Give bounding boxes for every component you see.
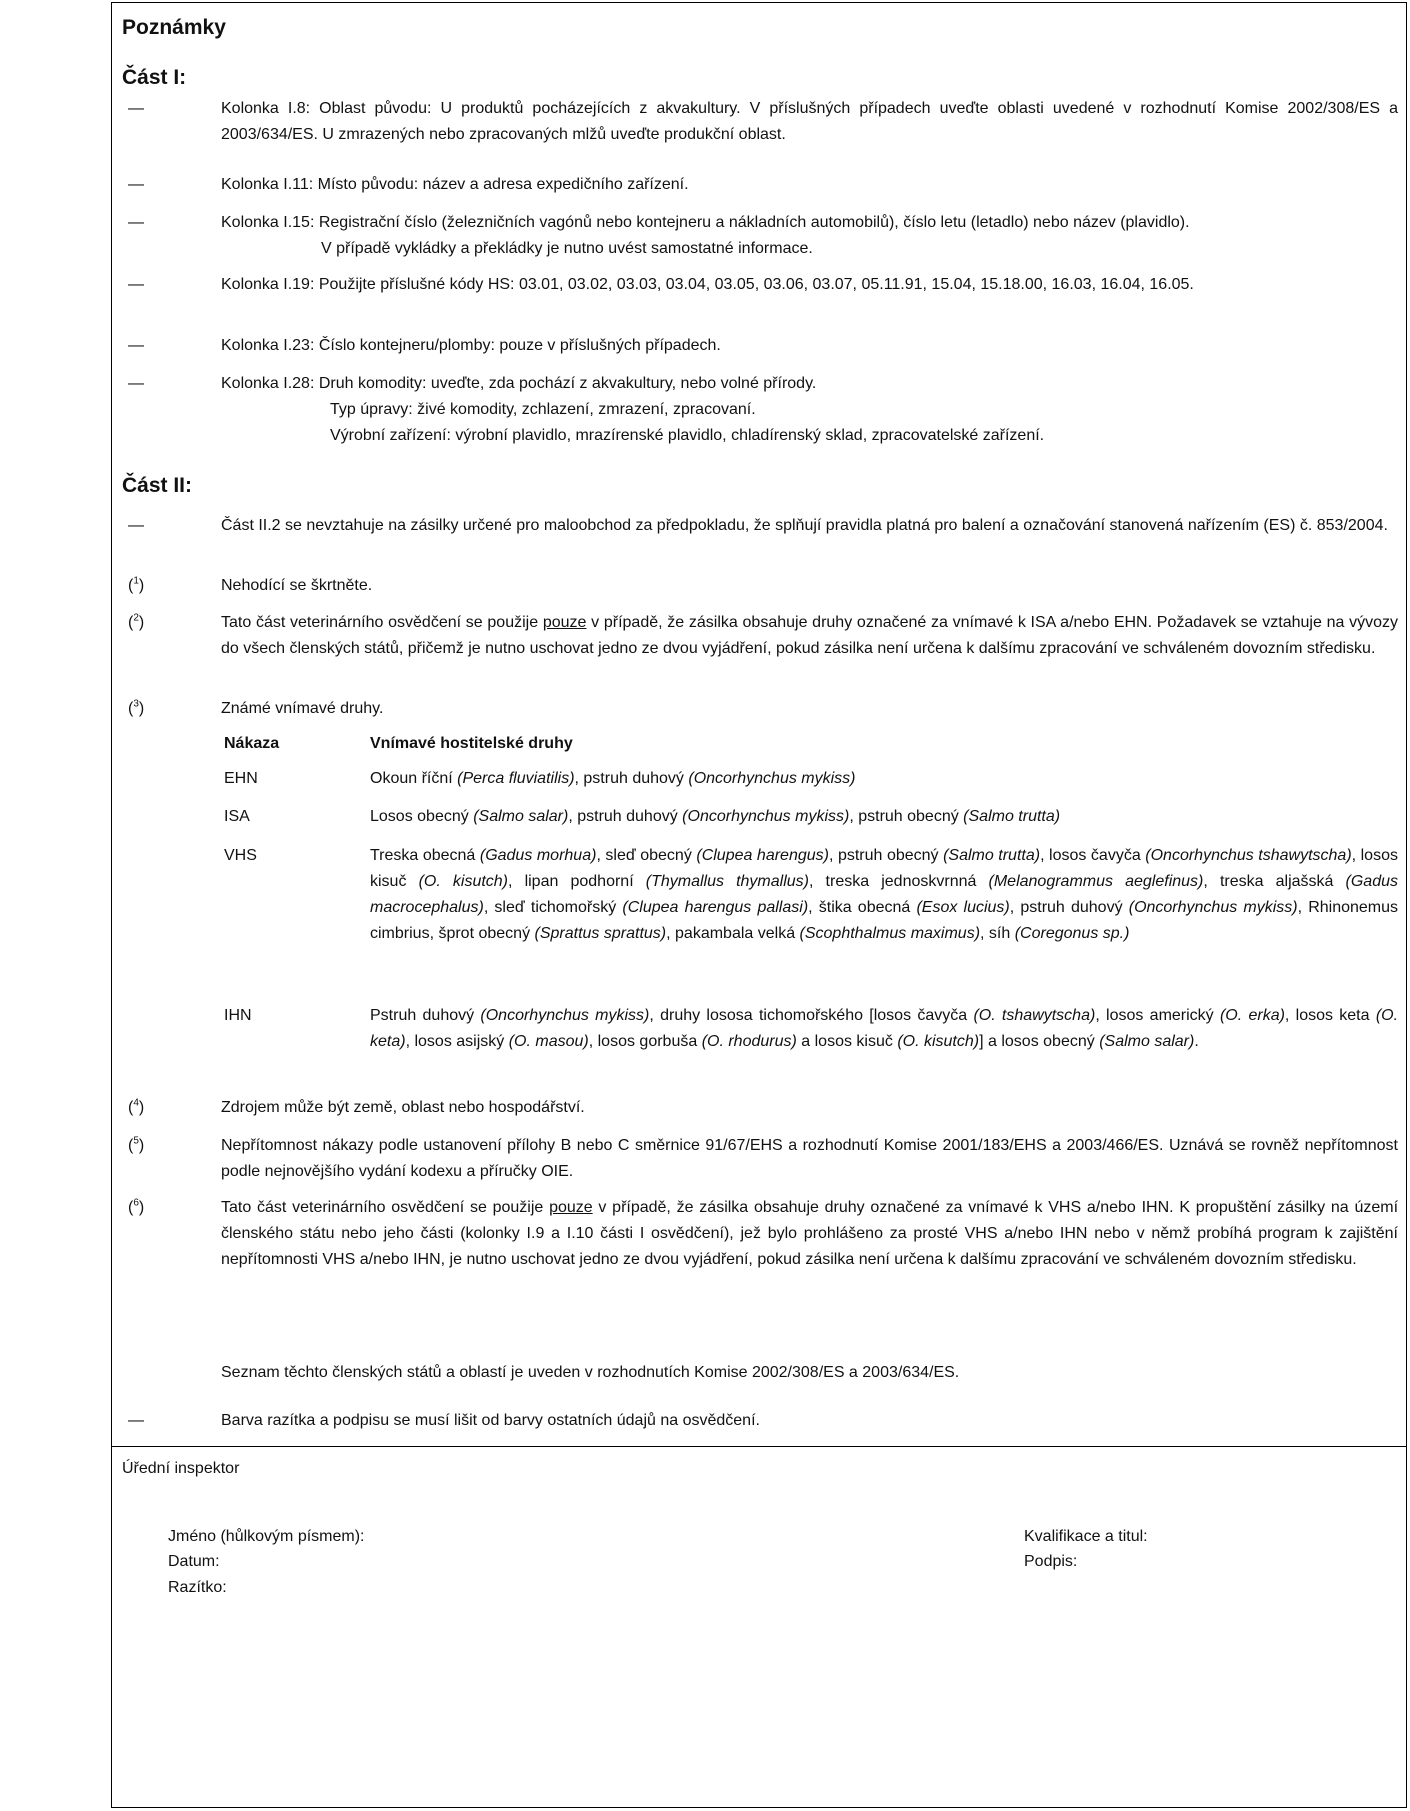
dash-mark: —: [128, 100, 144, 117]
footnote-text: Nehodící se škrtněte.: [221, 577, 373, 594]
note-box-i8: [221, 96, 1398, 148]
footnote-text: Zdrojem může být země, oblast nebo hospodářství.: [221, 1099, 585, 1116]
note-text: Kolonka I.15: Registrační číslo (železničních vagónů nebo kontejneru a nákladních automobilů), číslo letu (letadlo) nebo název (plavidlo).: [221, 214, 1190, 231]
table-header-disease: Nákaza: [224, 735, 280, 752]
note-stamp-color: [221, 1408, 1398, 1434]
footnote-5: [221, 1133, 1398, 1185]
note-text: Kolonka I.23: Číslo kontejneru/plomby: pouze v příslušných případech.: [221, 337, 721, 354]
page-title: Poznámky: [122, 16, 226, 39]
note-text-2: Typ úpravy: živé komodity, zchlazení, zmrazení, zpracovaní.: [330, 401, 756, 418]
qualification-field-label: Kvalifikace a titul:: [1024, 1528, 1148, 1545]
dash-mark: —: [128, 337, 144, 354]
footnote-1: [221, 573, 1398, 599]
note-retail: [221, 513, 1398, 539]
footnote-text: Nepřítomnost nákazy podle ustanovení přílohy B nebo C směrnice 91/67/EHS a rozhodnutí Komise 2001/183/EHS a 2003/466/ES. Uznává se rovněž nepřítomnost podle nejnovějšího vydání kodexu a příručky OIE.: [221, 1137, 1398, 1180]
footnote-marker-4: ($^4$): [128, 1097, 145, 1116]
footnote-6-extra: [221, 1360, 1398, 1386]
dash-mark: —: [128, 375, 144, 392]
note-text: Kolonka I.11: Místo původu: název a adresa expedičního zařízení.: [221, 176, 689, 193]
footnote-text: Seznam těchto členských států a oblastí je uveden v rozhodnutích Komise 2002/308/ES a 2003/634/ES.: [221, 1364, 960, 1381]
species-list: Pstruh duhový (Oncorhynchus mykiss), druhy lososa tichomořského [losos čavyča (O. tshawytscha), losos americký (O. erka), losos keta (O. keta), losos asijský (O. masou), losos gorbuša (O. rhodurus) a losos kisuč (O. kisutch)] a losos obecný (Salmo salar).: [370, 1007, 1399, 1050]
species-list: Treska obecná (Gadus morhua), sleď obecný (Clupea harengus), pstruh obecný (Salmo trutta), losos čavyča (Oncorhynchus tshawytscha), losos kisuč (O. kisutch), lipan podhorní (Thymallus thymallus), treska jednoskvrnná (Melanogrammus aeglefinus), treska aljašská (Gadus macrocephalus), sleď tichomořský (Clupea harengus pallasi), štika obecná (Esox lucius), pstruh duhový (Oncorhynchus mykiss), Rhinonemus cimbrius, šprot obecný (Sprattus sprattus), pakambala velká (Scophthalmus maximus), síh (Coregonus sp.): [370, 847, 1399, 942]
note-text: Barva razítka a podpisu se musí lišit od barvy ostatních údajů na osvědčení.: [221, 1412, 760, 1429]
underlined-word: pouze: [542, 614, 587, 631]
species-list: Okoun říční (Perca fluviatilis), pstruh duhový (Oncorhynchus mykiss): [370, 770, 856, 787]
footnote-4: [221, 1095, 1398, 1121]
footnote-marker-2: ($^2$): [128, 612, 145, 631]
note-text: Část II.2 se nevztahuje na zásilky určené pro maloobchod za předpokladu, že splňují pravidla platná pro balení a označování stanovená nařízením (ES) č. 853/2004.: [221, 517, 1388, 534]
footnote-marker-5: ($^5$): [128, 1135, 145, 1154]
disease-name: IHN: [224, 1007, 252, 1024]
dash-mark: —: [128, 176, 144, 193]
footnote-marker-1: ($^1$): [128, 575, 145, 594]
section-divider: [112, 1446, 1406, 1447]
dash-mark: —: [128, 214, 144, 231]
footnote-2: Tato část veterinárního osvědčení se použije pouze v případě, že zásilka obsahuje druhy označené za vnímavé k ISA a/nebo EHN. Požadavek se vztahuje na vývozy do všech členských států, přičemž je nutno uschovat jedno ze dvou vyjádření, pokud zásilka není určena k dalšímu zpracování ve schváleném dovozním středisku.: [221, 614, 1399, 657]
note-text: Kolonka I.28: Druh komodity: uveďte, zda pochází z akvakultury, nebo volné přírody.: [221, 375, 817, 392]
table-header-species: Vnímavé hostitelské druhy: [370, 735, 573, 752]
official-inspector-label: Úřední inspektor: [122, 1460, 240, 1477]
note-box-i23: [221, 333, 1398, 359]
name-field-label: Jméno (hůlkovým písmem):: [168, 1528, 365, 1545]
disease-name: EHN: [224, 770, 258, 787]
dash-mark: —: [128, 276, 144, 293]
part1-heading: Část I:: [122, 66, 187, 89]
disease-name: ISA: [224, 808, 250, 825]
footnote-text: Známé vnímavé druhy.: [221, 700, 384, 717]
footnote-marker-3: ($^3$): [128, 698, 145, 717]
note-box-i19: [221, 272, 1398, 298]
species-list: Losos obecný (Salmo salar), pstruh duhový (Oncorhynchus mykiss), pstruh obecný (Salmo trutta): [370, 808, 1061, 825]
signature-field-label: Podpis:: [1024, 1553, 1078, 1570]
dash-mark: —: [128, 517, 144, 534]
part2-heading: Část II:: [122, 474, 193, 497]
note-text-2: V případě vykládky a překládky je nutno uvést samostatné informace.: [321, 240, 813, 257]
dash-mark: —: [128, 1412, 144, 1429]
underlined-word: pouze: [549, 1199, 593, 1216]
date-field-label: Datum:: [168, 1553, 220, 1570]
footnote-3: [221, 696, 1398, 722]
certificate-notes-frame: [111, 2, 1407, 1808]
note-text: Kolonka I.8: Oblast původu: U produktů pocházejících z akvakultury. V příslušných případech uveďte oblasti uvedené v rozhodnutí Komise 2002/308/ES a 2003/634/ES. U zmrazených nebo zpracovaných mlžů uveďte produkční oblast.: [221, 100, 1398, 143]
disease-name: VHS: [224, 847, 257, 864]
note-text: Kolonka I.19: Použijte příslušné kódy HS: 03.01, 03.02, 03.03, 03.04, 03.05, 03.06, 03.07, 05.11.91, 15.04, 15.18.00, 16.03, 16.04, 16.05.: [221, 276, 1194, 293]
note-box-i28: [221, 371, 1398, 449]
footnote-6: Tato část veterinárního osvědčení se použije pouze v případě, že zásilka obsahuje druhy označené za vnímavé k VHS a/nebo IHN. K propuštění zásilky na území členského státu nebo jeho části (kolonky I.9 a I.10 části I osvědčení), jež bylo prohlášeno za prosté VHS a/nebo IHN nebo v němž probíhá program k zajištění nepřítomnosti VHS a/nebo IHN, je nutno uschovat jedno ze dvou vyjádření, pokud zásilka není určena k dalšímu zpracování ve schváleném dovozním středisku.: [221, 1199, 1399, 1268]
note-box-i11: [221, 172, 1398, 198]
footnote-marker-6: ($^6$): [128, 1197, 145, 1216]
stamp-field-label: Razítko:: [168, 1579, 227, 1596]
note-box-i15: [221, 210, 1398, 262]
note-text-3: Výrobní zařízení: výrobní plavidlo, mrazírenské plavidlo, chladírenský sklad, zpracovatelské zařízení.: [330, 427, 1045, 444]
